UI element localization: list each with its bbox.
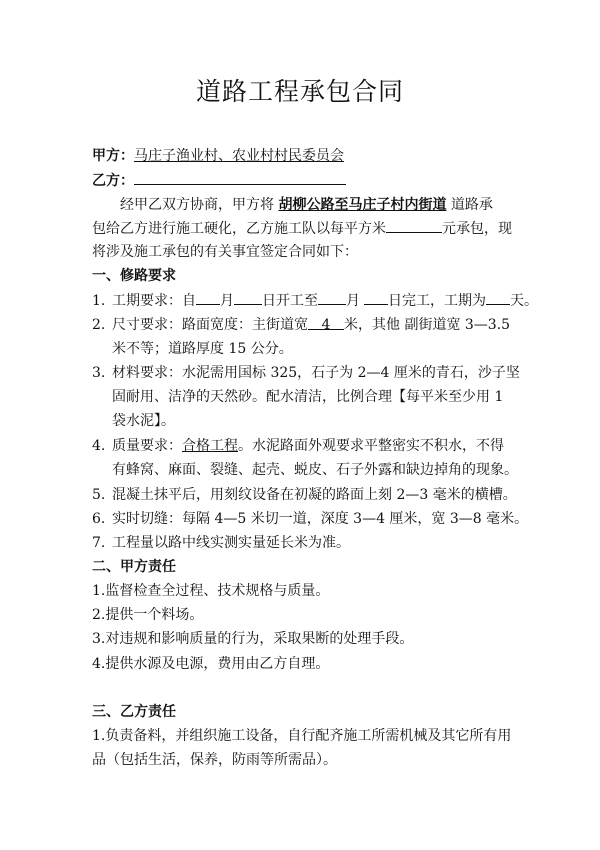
party-a-duty-1: 1.监督检查全过程、技术规格与质量。 [92, 583, 330, 599]
requirement-1 [92, 290, 538, 311]
requirement-7-text: 工程量以路中线实测实量延长米为准。 [112, 535, 350, 551]
party-a-duty-2: 2.提供一个料场。 [92, 607, 204, 623]
schedule-text: 工期要求：自 [112, 293, 196, 309]
party-b-line [92, 170, 346, 191]
month-label: 月 [346, 293, 360, 309]
start-label: 日开工至 [262, 293, 318, 309]
requirement-5-text: 混凝土抹平后，用刻纹设备在初凝的路面上刻 2—3 毫米的横槽。 [112, 487, 517, 503]
size-text: 尺寸要求：路面宽度：主街道宽 [112, 317, 308, 333]
requirement-3-line-2: 固耐用、洁净的天然砂。配水清洁，比例合理【每平米至少用 1 [112, 389, 504, 405]
end-label: 日完工，工期为 [388, 293, 486, 309]
intro-line-1 [120, 195, 493, 215]
item-number: 1. [92, 293, 106, 309]
item-number: 7. [92, 535, 106, 551]
duration-blank [486, 290, 510, 305]
days-label: 天。 [510, 293, 538, 309]
document-title: 道路工程承包合同 [195, 77, 404, 106]
requirement-5 [92, 485, 517, 505]
quality-value: 合格工程 [182, 438, 238, 454]
start-day-blank [234, 290, 262, 305]
requirement-3-line-1 [92, 363, 520, 383]
party-a-name: 马庄子渔业村、农业村村民委员会 [134, 148, 344, 164]
end-month-blank [318, 290, 346, 305]
party-b-blank [134, 170, 346, 185]
requirement-2-line-2: 米不等；道路厚度 15 公分。 [112, 341, 293, 357]
party-a-duty-4: 4.提供水源及电源，费用由乙方自理。 [92, 656, 330, 672]
requirement-4-line-2: 有蜂窝、麻面、裂缝、起壳、蜕皮、石子外露和缺边掉角的现象。 [112, 462, 518, 478]
requirement-3-line-3: 袋水泥】。 [112, 413, 175, 429]
size-text-b: 米，其他 副街道宽 3—3.5 [344, 317, 511, 333]
requirement-6 [92, 509, 528, 529]
section-2-title: 二、甲方责任 [92, 559, 176, 575]
item-number: 6. [92, 511, 106, 527]
road-name: 胡柳公路至马庄子村内街道 [278, 197, 447, 213]
main-width-value: 4 [308, 315, 344, 330]
party-a-duty-3: 3.对违规和影响质量的行为，采取果断的处理手段。 [92, 631, 414, 647]
party-b-duty-1-line-1: 1.负责备料，并组织施工设备，自行配齐施工所需机械及其它所有用 [92, 728, 512, 744]
requirement-2-line-1 [92, 315, 510, 335]
intro-text-d: 元承包，现 [442, 221, 512, 237]
party-b-label: 乙方： [92, 173, 134, 189]
item-number: 5. [92, 487, 106, 503]
item-number: 3. [92, 365, 106, 381]
month-label: 月 [220, 293, 234, 309]
requirement-6-text: 实时切缝：每隔 4—5 米切一道，深度 3—4 厘米，宽 3—8 毫米。 [112, 511, 529, 527]
quality-text-b: 。水泥路面外观要求平整密实不积水，不得 [238, 438, 504, 454]
end-day-blank [364, 290, 388, 305]
intro-text-a: 经甲乙双方协商，甲方将 [120, 197, 274, 213]
section-1-title: 一、修路要求 [92, 268, 176, 284]
party-a-line [92, 146, 344, 166]
intro-line-3: 将涉及施工承包的有关事宜签定合同如下： [92, 244, 358, 260]
intro-line-2 [92, 218, 512, 239]
item-number: 4. [92, 438, 106, 454]
intro-text-c: 包给乙方进行施工硬化，乙方施工队以每平方米 [92, 221, 386, 237]
section-3-title: 三、乙方责任 [92, 704, 176, 720]
price-blank [386, 218, 442, 233]
party-a-label: 甲方： [92, 148, 134, 164]
intro-text-b: 道路承 [450, 197, 493, 213]
item-number: 2. [92, 317, 106, 333]
quality-label: 质量要求： [112, 438, 182, 454]
requirement-4-line-1 [92, 436, 504, 456]
party-b-duty-1-line-2: 品（包括生活，保养，防雨等所需品）。 [92, 752, 337, 768]
requirement-7 [92, 533, 350, 553]
start-month-blank [196, 290, 220, 305]
material-text-a: 材料要求：水泥需用国标 325，石子为 2—4 厘米的青石，沙子坚 [112, 365, 520, 381]
